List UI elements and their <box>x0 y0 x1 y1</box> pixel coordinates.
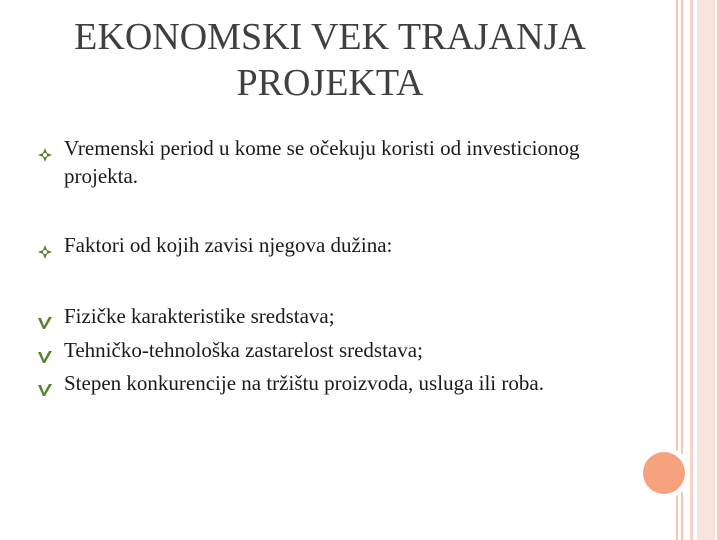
diamond-flower-icon <box>38 231 64 266</box>
sub-bullet-text: Tehničko-tehnološka zastarelost sredstava; <box>64 338 423 362</box>
sub-bullet-text: Stepen konkurencije na tržištu proizvoda, usluga ili roba. <box>64 371 544 395</box>
bullet-item <box>38 231 610 266</box>
title-line-1: EKONOMSKI VEK TRAJANJA <box>74 16 586 58</box>
decorative-stripe <box>690 0 693 540</box>
bullet-text: Faktori od kojih zavisi njegova dužina: <box>64 233 393 257</box>
diamond-flower-icon <box>38 134 64 169</box>
decorative-circle <box>643 452 685 494</box>
checkmark-v-icon <box>38 302 64 337</box>
decorative-stripe <box>697 0 715 540</box>
checkmark-v-icon <box>38 369 64 404</box>
bullet-text: Vremenski period u kome se očekuju koristi od investicionog projekta. <box>64 136 580 188</box>
sub-bullet-item <box>38 336 638 371</box>
checkmark-v-icon <box>38 336 64 371</box>
title-line-2: PROJEKTA <box>236 62 424 104</box>
sub-bullet-item <box>38 369 638 404</box>
bullet-item <box>38 134 610 190</box>
sub-bullet-item <box>38 302 638 337</box>
sub-bullet-text: Fizičke karakteristike sredstava; <box>64 304 335 328</box>
slide-title <box>30 14 630 106</box>
